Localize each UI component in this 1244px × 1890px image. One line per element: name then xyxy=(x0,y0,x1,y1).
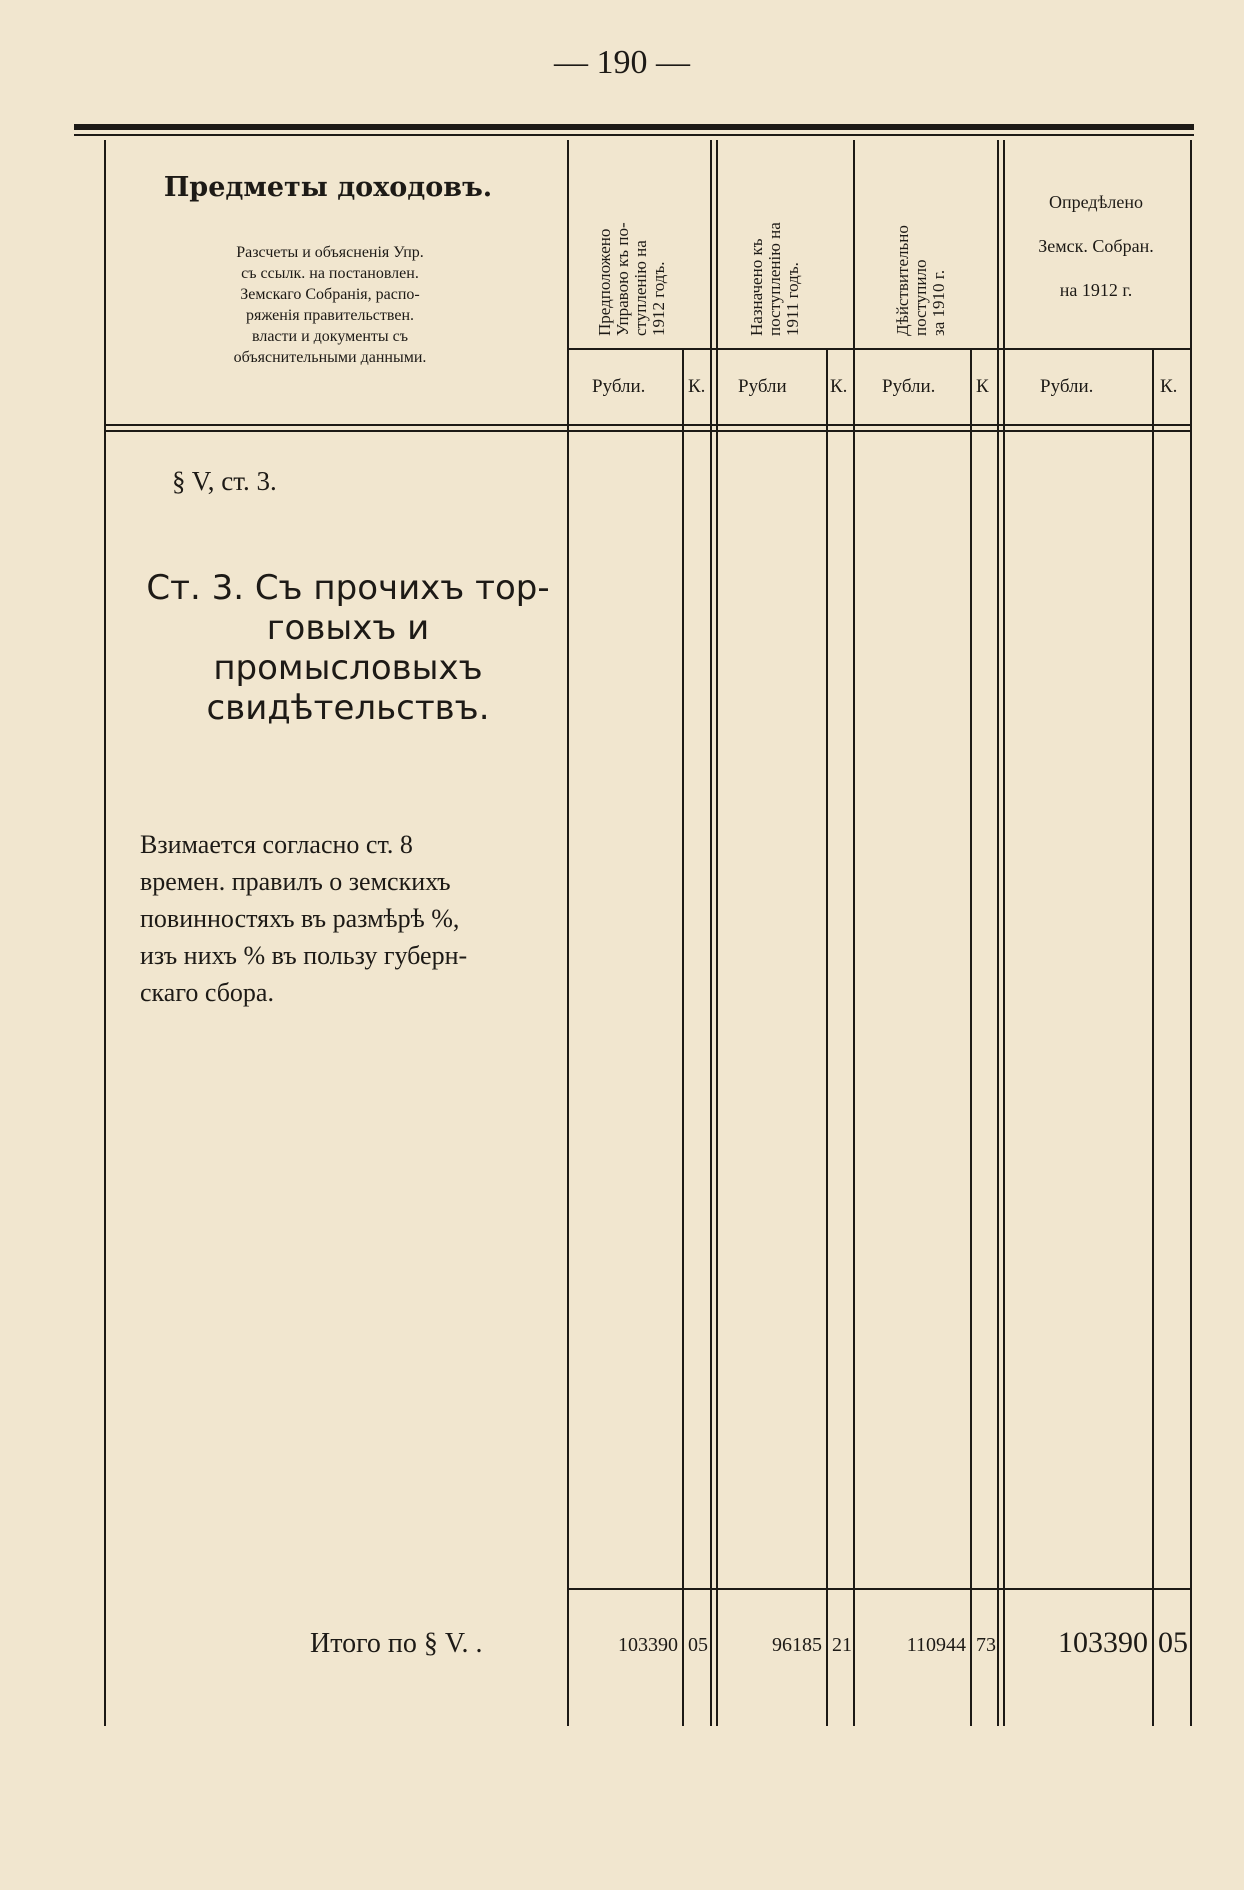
header-subtitle xyxy=(170,242,490,368)
article-line: времен. правилъ о земскихъ xyxy=(140,867,451,896)
subtitle-line: Земскаго Собранія, распо- xyxy=(240,286,420,303)
unit-kop: К. xyxy=(830,376,848,397)
header-bottom-rule xyxy=(104,424,1192,426)
unit-kop: К xyxy=(976,376,989,397)
total-actual-rubles: 110944 xyxy=(906,1634,966,1656)
unit-rubles: Рубли. xyxy=(1040,376,1094,397)
subtitle-line: объяснительными данными. xyxy=(233,349,427,366)
page-number: — 190 — xyxy=(554,44,690,81)
total-proposed-rubles: 103390 xyxy=(618,1634,678,1656)
column-divider xyxy=(682,348,684,1726)
column-divider xyxy=(1003,140,1005,1726)
section-reference: § V, ст. 3. xyxy=(172,466,277,496)
column-divider xyxy=(710,140,712,1726)
unit-rubles: Рубли. xyxy=(592,376,646,397)
top-rule-thin xyxy=(74,134,1194,136)
column-divider xyxy=(826,348,828,1726)
column-divider xyxy=(567,140,569,1726)
top-rule xyxy=(74,124,1194,130)
header-bottom-rule xyxy=(104,430,1192,432)
total-assigned-kop: 21 xyxy=(832,1634,852,1656)
total-actual-kop: 73 xyxy=(976,1634,996,1656)
table-left-border xyxy=(104,140,106,1726)
article-title: Ст. 3. Съ прочихъ тор- говыхъ и промысловыхъ свидѣтельствъ. xyxy=(146,568,550,728)
unit-kop: К. xyxy=(688,376,706,397)
total-assigned-rubles: 96185 xyxy=(772,1634,822,1656)
subtitle-line: Разсчеты и объясненія Упр. xyxy=(236,244,424,261)
column-header-determined: Опредѣлено Земск. Собран. на 1912 г. xyxy=(1038,192,1154,300)
article-line: изъ нихъ % въ пользу губерн- xyxy=(140,941,468,970)
total-top-rule xyxy=(567,1588,1192,1590)
column-header-actual: Дѣйствительно поступило за 1910 г. xyxy=(893,225,948,336)
unit-kop: К. xyxy=(1160,376,1178,397)
column-divider xyxy=(970,348,972,1726)
header-title: Предметы доходовъ. xyxy=(163,172,493,203)
total-proposed-kop: 05 xyxy=(688,1634,708,1656)
unit-rubles: Рубли. xyxy=(882,376,936,397)
table-right-border xyxy=(1190,140,1192,1726)
column-header-assigned: Назначено къ поступленію на 1911 годъ. xyxy=(747,222,802,336)
column-divider xyxy=(1152,348,1154,1726)
column-divider xyxy=(716,140,718,1726)
article-line: повинностяхъ въ размѣрѣ %, xyxy=(140,904,460,933)
header-divider xyxy=(567,348,1192,350)
column-divider xyxy=(853,140,855,1726)
article-line: скаго сбора. xyxy=(140,978,274,1007)
subtitle-line: съ ссылк. на постановлен. xyxy=(241,265,419,282)
column-header-proposed: Предположено Управою къ по- ступленію на 1912 годъ. xyxy=(595,222,668,336)
unit-rubles: Рубли xyxy=(738,376,787,397)
total-determined-rubles: 103390 xyxy=(1058,1626,1148,1659)
subtitle-line: ряженія правительствен. xyxy=(245,307,415,324)
total-label: Итого по § V. . xyxy=(310,1628,483,1659)
article-text xyxy=(140,826,554,1011)
article-line: Взимается согласно ст. 8 xyxy=(140,830,413,859)
subtitle-line: власти и документы съ xyxy=(251,328,409,345)
total-determined-kop: 05 xyxy=(1158,1626,1188,1659)
column-divider xyxy=(997,140,999,1726)
